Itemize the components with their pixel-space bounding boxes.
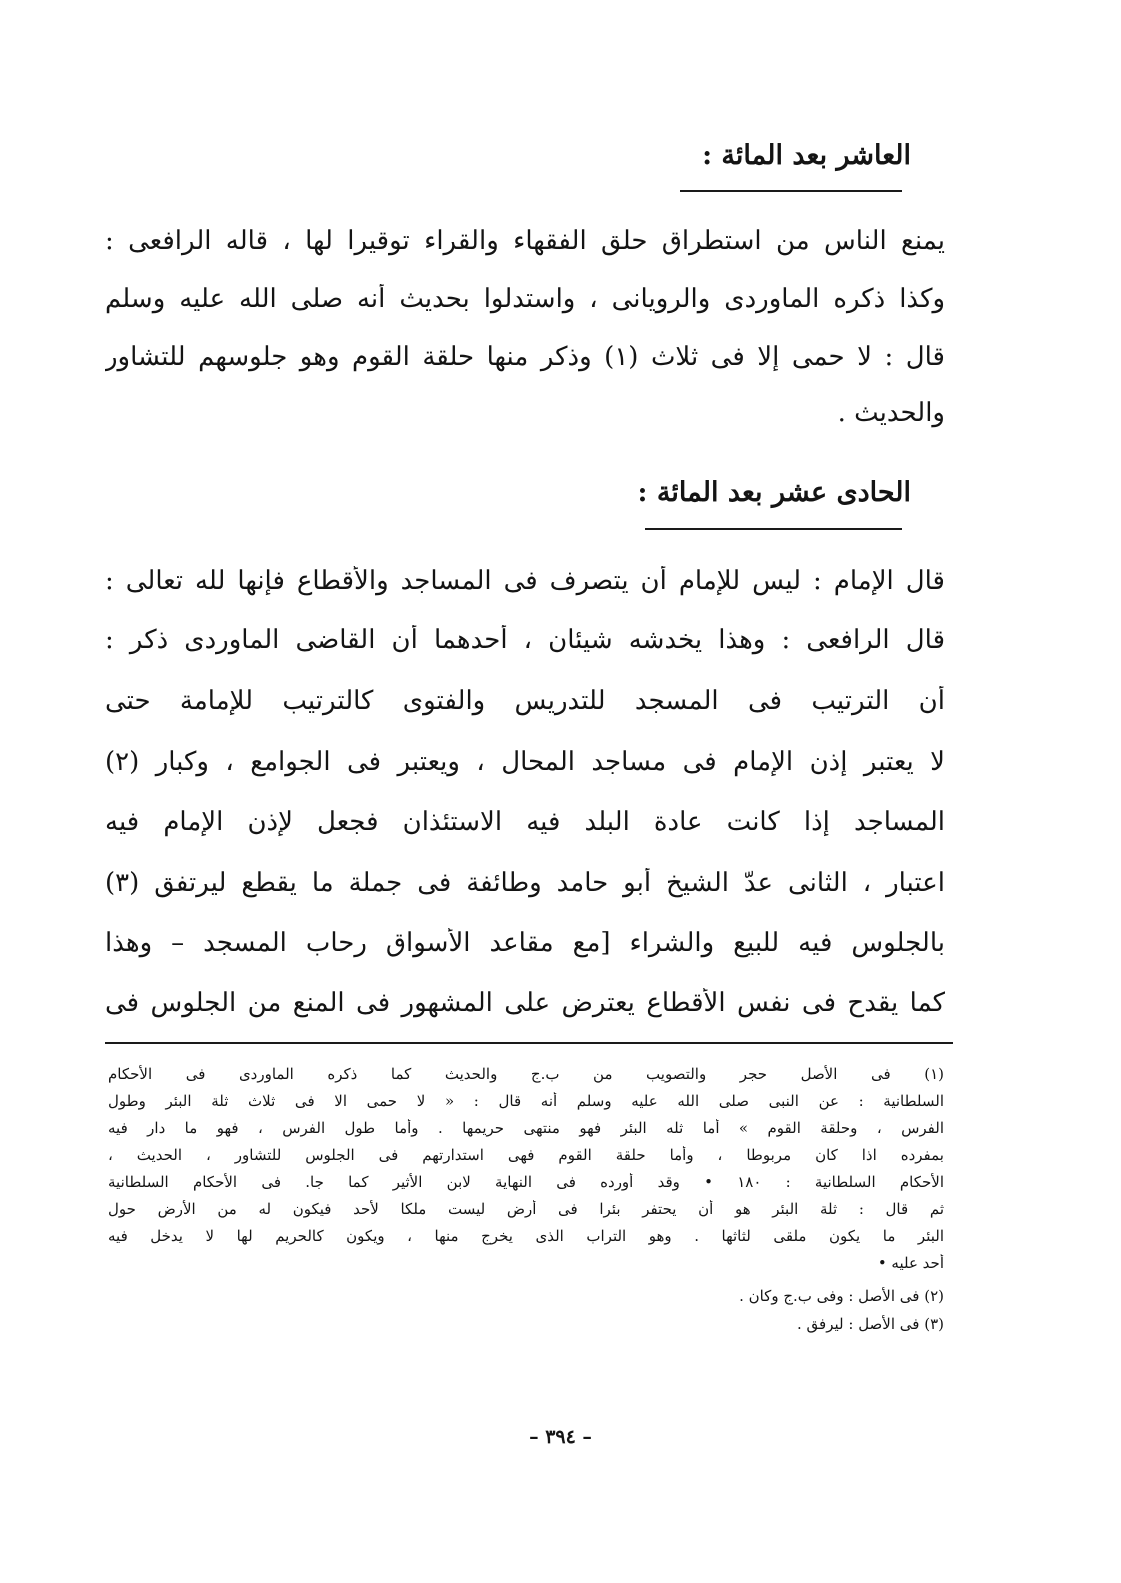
footnote-line: ثم قال : ثلة البئر هو أن يحتفر بئرا فى أرض ليست ملكا لأحد فيكون له من الأرض حول (108, 1200, 944, 1218)
footnote-separator (105, 1042, 953, 1044)
paragraph-line: أن الترتيب فى المسجد للتدريس والفتوى كالترتيب للإمامة حتى (105, 686, 945, 716)
footnote-3: (٣) فى الأصل : ليرفق . (797, 1315, 944, 1333)
footnote-line: أحد عليه • (877, 1254, 944, 1272)
paragraph-line: يمنع الناس من استطراق حلق الفقهاء والقراء توقيرا لها ، قاله الرافعى : (105, 226, 945, 256)
footnote-line: بمفرده اذا كان مربوطا ، وأما حلقة القوم فهى استدارتهم فى الجلوس للتشاور ، الحديث ، (108, 1146, 944, 1164)
paragraph-line: بالجلوس فيه للبيع والشراء [مع مقاعد الأسواق رحاب المسجد – وهذا (105, 928, 945, 958)
footnote-line: (١) فى الأصل حجر والتصويب من ب.ج والحديث كما ذكره الماوردى فى الأحكام (108, 1065, 944, 1083)
footnote-line: البئر ما يكون ملقى لثاثها . وهو التراب الذى يخرج منها ، ويكون كالحريم لها لا يدخل فيه (108, 1227, 944, 1245)
paragraph-line: قال الرافعى : وهذا يخدشه شيئان ، أحدهما أن القاضى الماوردى ذكر : (105, 625, 945, 655)
footnote-2: (٢) فى الأصل : وفى ب.ج وكان . (739, 1287, 944, 1305)
section-heading-1: العاشر بعد المائة : (702, 140, 911, 171)
footnote-line: الأحكام السلطانية : ١٨٠ • وقد أورده فى النهاية لابن الأثير كما جا. فى الأحكام السلطانية (108, 1173, 944, 1191)
paragraph-line: المساجد إذا كانت عادة البلد فيه الاستئذان فجعل لإذن الإمام فيه (105, 807, 945, 837)
paragraph-line: كما يقدح فى نفس الأقطاع يعترض على المشهور فى المنع من الجلوس فى (105, 988, 945, 1018)
paragraph-line: وكذا ذكره الماوردى والرويانى ، واستدلوا بحديث أنه صلى الله عليه وسلم (105, 284, 945, 314)
paragraph-line: اعتبار ، الثانى عدّ الشيخ أبو حامد وطائفة فى جملة ما يقطع ليرتفق (٣) (105, 868, 945, 898)
paragraph-line: لا يعتبر إذن الإمام فى مساجد المحال ، ويعتبر فى الجوامع ، وكبار (٢) (105, 747, 945, 777)
section-heading-2: الحادى عشر بعد المائة : (637, 477, 911, 508)
footnote-line: الفرس ، وحلقة القوم » أما ثله البئر فهو منتهى حريمها . وأما طول الفرس ، فهو ما دار فيه (108, 1119, 944, 1137)
paragraph-line: قال : لا حمى إلا فى ثلاث (١) وذكر منها حلقة القوم وهو جلوسهم للتشاور (105, 342, 945, 372)
heading-underline-2 (645, 528, 902, 530)
page-number: – ٣٩٤ – (529, 1426, 592, 1448)
footnote-line: السلطانية : عن النبى صلى الله عليه وسلم أنه قال : « لا حمى الا فى ثلاث ثلة البئر وطول (108, 1092, 944, 1110)
paragraph-line: قال الإمام : ليس للإمام أن يتصرف فى المساجد والأقطاع فإنها لله تعالى : (105, 566, 945, 596)
paragraph-line: والحديث . (837, 398, 945, 428)
heading-underline-1 (680, 190, 902, 192)
